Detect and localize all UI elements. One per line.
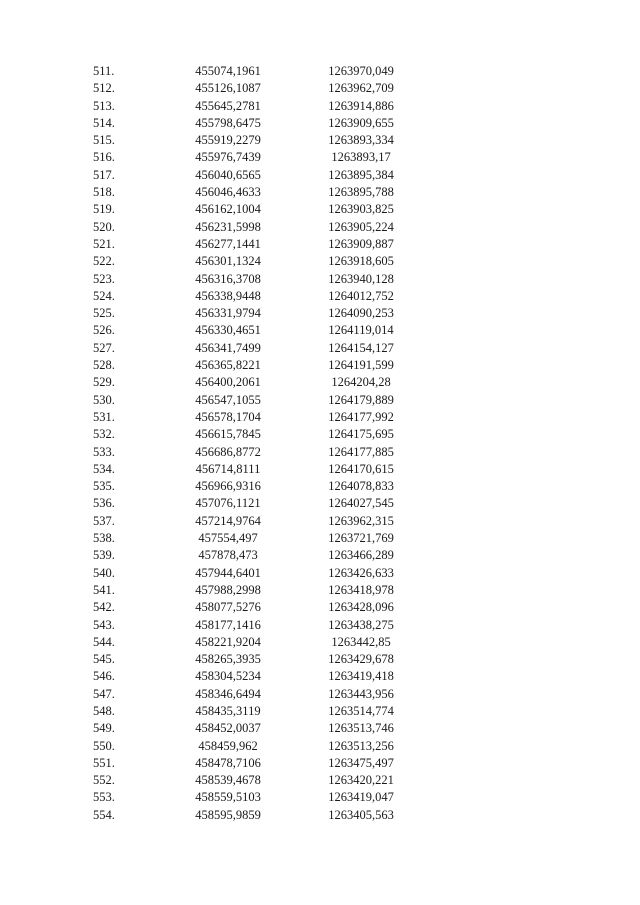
y-coordinate: 1263962,709 xyxy=(328,81,394,96)
row-number: 516. xyxy=(93,150,115,165)
row-number: 519. xyxy=(93,202,115,217)
y-coordinate: 1263420,221 xyxy=(328,773,394,788)
x-coordinate: 455126,1087 xyxy=(195,81,261,96)
y-coordinate: 1263442,85 xyxy=(331,634,391,649)
row-number: 550. xyxy=(93,738,115,753)
x-coordinate: 456162,1004 xyxy=(195,202,261,217)
y-coordinate: 1263475,497 xyxy=(328,755,394,770)
table-row xyxy=(0,392,640,409)
x-coordinate: 455645,2781 xyxy=(195,98,261,113)
x-coordinate: 455919,2279 xyxy=(195,133,261,148)
y-coordinate: 1263940,128 xyxy=(328,271,394,286)
x-coordinate: 455798,6475 xyxy=(195,115,261,130)
row-number: 549. xyxy=(93,721,115,736)
row-number: 520. xyxy=(93,219,115,234)
y-coordinate: 1264175,695 xyxy=(328,427,394,442)
table-row xyxy=(0,461,640,478)
x-coordinate: 458459,962 xyxy=(198,738,258,753)
y-coordinate: 1263513,256 xyxy=(328,738,394,753)
x-coordinate: 457214,9764 xyxy=(195,513,261,528)
row-number: 547. xyxy=(93,686,115,701)
y-coordinate: 1263426,633 xyxy=(328,565,394,580)
row-number: 534. xyxy=(93,461,115,476)
y-coordinate: 1263895,788 xyxy=(328,185,394,200)
table-row xyxy=(0,149,640,166)
table-row xyxy=(0,271,640,288)
y-coordinate: 1263514,774 xyxy=(328,703,394,718)
x-coordinate: 458346,6494 xyxy=(195,686,261,701)
table-row xyxy=(0,686,640,703)
table-row xyxy=(0,807,640,824)
row-number: 544. xyxy=(93,634,115,649)
row-number: 529. xyxy=(93,375,115,390)
table-row xyxy=(0,305,640,322)
row-number: 545. xyxy=(93,652,115,667)
y-coordinate: 1263438,275 xyxy=(328,617,394,632)
x-coordinate: 455074,1961 xyxy=(195,64,261,78)
y-coordinate: 1263721,769 xyxy=(328,531,394,546)
x-coordinate: 458452,0037 xyxy=(195,721,261,736)
row-number: 546. xyxy=(93,669,115,684)
y-coordinate: 1263443,956 xyxy=(328,686,394,701)
row-number: 524. xyxy=(93,288,115,303)
row-number: 523. xyxy=(93,271,115,286)
x-coordinate: 456301,1324 xyxy=(195,254,261,269)
y-coordinate: 1264090,253 xyxy=(328,306,394,321)
row-number: 541. xyxy=(93,582,115,597)
row-number: 533. xyxy=(93,444,115,459)
table-row xyxy=(0,340,640,357)
x-coordinate: 458559,5103 xyxy=(195,790,261,805)
x-coordinate: 456338,9448 xyxy=(195,288,261,303)
y-coordinate: 1264027,545 xyxy=(328,496,394,511)
row-number: 552. xyxy=(93,773,115,788)
table-row xyxy=(0,738,640,755)
x-coordinate: 456615,7845 xyxy=(195,427,261,442)
row-number: 511. xyxy=(93,64,115,78)
x-coordinate: 456040,6565 xyxy=(195,167,261,182)
x-coordinate: 456341,7499 xyxy=(195,340,261,355)
row-number: 532. xyxy=(93,427,115,442)
x-coordinate: 457944,6401 xyxy=(195,565,261,580)
x-coordinate: 458265,3935 xyxy=(195,652,261,667)
table-row xyxy=(0,426,640,443)
y-coordinate: 1264177,885 xyxy=(328,444,394,459)
row-number: 525. xyxy=(93,306,115,321)
row-number: 554. xyxy=(93,807,115,822)
table-row xyxy=(0,63,640,80)
row-number: 543. xyxy=(93,617,115,632)
x-coordinate: 457554,497 xyxy=(198,531,258,546)
y-coordinate: 1263428,096 xyxy=(328,600,394,615)
y-coordinate: 1263418,978 xyxy=(328,582,394,597)
x-coordinate: 456365,8221 xyxy=(195,358,261,373)
x-coordinate: 456714,8111 xyxy=(195,461,261,476)
table-row xyxy=(0,617,640,634)
row-number: 512. xyxy=(93,81,115,96)
table-row xyxy=(0,634,640,651)
y-coordinate: 1263914,886 xyxy=(328,98,394,113)
row-number: 515. xyxy=(93,133,115,148)
row-number: 537. xyxy=(93,513,115,528)
row-number: 536. xyxy=(93,496,115,511)
x-coordinate: 456547,1055 xyxy=(195,392,261,407)
y-coordinate: 1264154,127 xyxy=(328,340,394,355)
x-coordinate: 457076,1121 xyxy=(195,496,261,511)
x-coordinate: 458539,4678 xyxy=(195,773,261,788)
table-row xyxy=(0,755,640,772)
x-coordinate: 456966,9316 xyxy=(195,479,261,494)
table-row xyxy=(0,703,640,720)
table-row xyxy=(0,184,640,201)
row-number: 553. xyxy=(93,790,115,805)
row-number: 526. xyxy=(93,323,115,338)
table-row xyxy=(0,167,640,184)
y-coordinate: 1263419,418 xyxy=(328,669,394,684)
row-number: 538. xyxy=(93,531,115,546)
table-row xyxy=(0,720,640,737)
x-coordinate: 457988,2998 xyxy=(195,582,261,597)
row-number: 514. xyxy=(93,115,115,130)
y-coordinate: 1264078,833 xyxy=(328,479,394,494)
row-number: 530. xyxy=(93,392,115,407)
table-row xyxy=(0,582,640,599)
y-coordinate: 1263895,384 xyxy=(328,167,394,182)
x-coordinate: 458221,9204 xyxy=(195,634,261,649)
x-coordinate: 456046,4633 xyxy=(195,185,261,200)
table-row xyxy=(0,322,640,339)
table-row xyxy=(0,772,640,789)
row-number: 522. xyxy=(93,254,115,269)
table-row xyxy=(0,495,640,512)
table-row xyxy=(0,513,640,530)
coordinate-table xyxy=(0,63,640,824)
table-row xyxy=(0,374,640,391)
table-row xyxy=(0,253,640,270)
y-coordinate: 1263970,049 xyxy=(328,64,394,78)
y-coordinate: 1263513,746 xyxy=(328,721,394,736)
y-coordinate: 1263419,047 xyxy=(328,790,394,805)
y-coordinate: 1264204,28 xyxy=(331,375,391,390)
table-row xyxy=(0,357,640,374)
x-coordinate: 456330,4651 xyxy=(195,323,261,338)
table-row xyxy=(0,132,640,149)
x-coordinate: 458077,5276 xyxy=(195,600,261,615)
table-row xyxy=(0,409,640,426)
y-coordinate: 1263405,563 xyxy=(328,807,394,822)
x-coordinate: 456331,9794 xyxy=(195,306,261,321)
table-row xyxy=(0,547,640,564)
x-coordinate: 458304,5234 xyxy=(195,669,261,684)
table-row xyxy=(0,668,640,685)
table-row xyxy=(0,789,640,806)
table-row xyxy=(0,219,640,236)
y-coordinate: 1264191,599 xyxy=(328,358,394,373)
table-row xyxy=(0,98,640,115)
x-coordinate: 456400,2061 xyxy=(195,375,261,390)
row-number: 551. xyxy=(93,755,115,770)
row-number: 548. xyxy=(93,703,115,718)
table-row xyxy=(0,651,640,668)
row-number: 518. xyxy=(93,185,115,200)
table-row xyxy=(0,80,640,97)
table-row xyxy=(0,530,640,547)
row-number: 542. xyxy=(93,600,115,615)
x-coordinate: 458435,3119 xyxy=(195,703,261,718)
table-row xyxy=(0,115,640,132)
table-row xyxy=(0,478,640,495)
y-coordinate: 1263909,887 xyxy=(328,236,394,251)
row-number: 535. xyxy=(93,479,115,494)
table-row xyxy=(0,599,640,616)
table-row xyxy=(0,201,640,218)
y-coordinate: 1264170,615 xyxy=(328,461,394,476)
x-coordinate: 456316,3708 xyxy=(195,271,261,286)
y-coordinate: 1263918,605 xyxy=(328,254,394,269)
x-coordinate: 456231,5998 xyxy=(195,219,261,234)
row-number: 517. xyxy=(93,167,115,182)
x-coordinate: 456277,1441 xyxy=(195,236,261,251)
table-row xyxy=(0,444,640,461)
row-number: 513. xyxy=(93,98,115,113)
y-coordinate: 1264179,889 xyxy=(328,392,394,407)
y-coordinate: 1263909,655 xyxy=(328,115,394,130)
y-coordinate: 1263962,315 xyxy=(328,513,394,528)
y-coordinate: 1263893,334 xyxy=(328,133,394,148)
y-coordinate: 1263893,17 xyxy=(331,150,391,165)
x-coordinate: 456686,8772 xyxy=(195,444,261,459)
y-coordinate: 1263466,289 xyxy=(328,548,394,563)
y-coordinate: 1264177,992 xyxy=(328,409,394,424)
y-coordinate: 1264012,752 xyxy=(328,288,394,303)
x-coordinate: 457878,473 xyxy=(198,548,258,563)
row-number: 540. xyxy=(93,565,115,580)
table-row xyxy=(0,236,640,253)
row-number: 527. xyxy=(93,340,115,355)
row-number: 528. xyxy=(93,358,115,373)
table-row xyxy=(0,565,640,582)
row-number: 521. xyxy=(93,236,115,251)
x-coordinate: 456578,1704 xyxy=(195,409,261,424)
x-coordinate: 458177,1416 xyxy=(195,617,261,632)
y-coordinate: 1263905,224 xyxy=(328,219,394,234)
x-coordinate: 458478,7106 xyxy=(195,755,261,770)
x-coordinate: 455976,7439 xyxy=(195,150,261,165)
row-number: 539. xyxy=(93,548,115,563)
table-row xyxy=(0,288,640,305)
y-coordinate: 1263903,825 xyxy=(328,202,394,217)
y-coordinate: 1264119,014 xyxy=(328,323,394,338)
y-coordinate: 1263429,678 xyxy=(328,652,394,667)
x-coordinate: 458595,9859 xyxy=(195,807,261,822)
row-number: 531. xyxy=(93,409,115,424)
